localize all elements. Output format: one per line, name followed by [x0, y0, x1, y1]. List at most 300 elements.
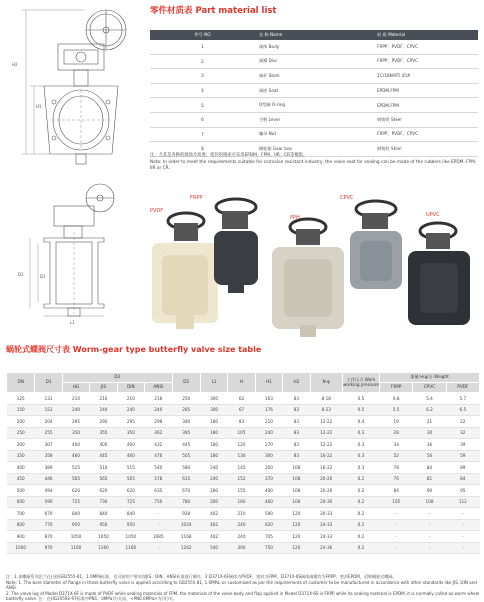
size-cell: 840	[90, 508, 117, 520]
size-row	[7, 485, 480, 497]
size-cell: 1050	[90, 531, 117, 543]
size-col-h1: H1	[255, 373, 282, 393]
size-cell: 295	[117, 416, 144, 428]
size-cell: 565	[90, 473, 117, 485]
size-cell: 120	[283, 519, 310, 531]
size-cell: 540	[200, 542, 227, 554]
size-cell: 460	[62, 450, 89, 462]
size-cell: 250	[172, 393, 200, 405]
size-cell: 402	[200, 508, 227, 520]
size-cell: 300	[200, 404, 227, 416]
part-no: 5	[150, 98, 255, 113]
size-cell: -	[413, 508, 446, 520]
parts-row	[150, 54, 478, 69]
size-cell: 6.2	[413, 404, 446, 416]
parts-body	[150, 40, 478, 156]
size-cell: 300	[200, 393, 227, 405]
size-cell: -	[446, 508, 479, 520]
size-cell: 24-33	[310, 531, 342, 543]
dim-h1: H1	[36, 104, 42, 109]
size-cell: -	[145, 542, 172, 554]
size-cell: 210	[255, 416, 282, 428]
part-material: FRPP、PVDF、CPVC	[373, 127, 478, 142]
size-cell: 260	[200, 496, 227, 508]
size-cell: 476	[145, 450, 172, 462]
size-cell: 600	[7, 496, 35, 508]
size-cell: 350	[7, 450, 35, 462]
size-cell: 21	[413, 416, 446, 428]
size-cell: 1160	[90, 542, 117, 554]
parts-note-cn: 注：尤其是各种的腐蚀介质要，密封的阀座可采用EPDM、FPM、IIR、CR等橡胶。	[150, 153, 308, 158]
part-material: FRPP、PVDF、CPVC	[373, 40, 478, 54]
size-cell: -	[145, 519, 172, 531]
size-cell: 20-26	[310, 485, 342, 497]
size-cell: 108	[283, 496, 310, 508]
size-cell: 389	[35, 462, 62, 474]
label-pvdf: PVDF	[150, 208, 164, 214]
size-cell: 358	[35, 450, 62, 462]
size-cell: 450	[7, 473, 35, 485]
size-cell: 432	[145, 439, 172, 451]
size-cell: 362	[145, 427, 172, 439]
size-cell: 160	[228, 496, 255, 508]
size-cell: 240	[228, 519, 255, 531]
size-title: 蜗轮式蝶阀尺寸表 Worm-gear type butterfly valve size table	[6, 345, 262, 354]
size-cell: -	[380, 508, 413, 520]
size-cell: 131	[35, 393, 62, 405]
size-cell: 83	[283, 393, 310, 405]
size-cell: 620	[117, 485, 144, 497]
size-cell: 298	[145, 416, 172, 428]
size-cell: -	[446, 542, 479, 554]
size-cell: 0.4	[342, 416, 379, 428]
valve-side-drawing	[4, 4, 144, 184]
size-cell: 705	[255, 531, 282, 543]
size-cell: 300	[7, 439, 35, 451]
size-col-wp: 工作压力 Work working pressure	[342, 373, 379, 393]
dim-d1: D1	[40, 274, 46, 279]
size-cell: 300	[228, 542, 255, 554]
size-cell: 670	[35, 508, 62, 520]
size-cell: 153	[35, 404, 62, 416]
size-col-d3: D3	[62, 373, 172, 383]
size-cell: 578	[145, 473, 172, 485]
size-cell: 307	[35, 439, 62, 451]
size-col-d3-hg: HG	[62, 383, 89, 393]
size-cell: 590	[35, 496, 62, 508]
size-cell: 155	[228, 485, 255, 497]
size-cell: 210	[62, 393, 89, 405]
valve-cpvc	[350, 201, 402, 289]
size-cell: 515	[117, 462, 144, 474]
size-row	[7, 508, 480, 520]
parts-col-name: 名 称 Name	[255, 30, 373, 40]
size-col-weight-pvdf: PVDF	[446, 383, 479, 393]
size-cell: 150	[7, 404, 35, 416]
size-cell: 350	[62, 427, 89, 439]
size-cell: 250	[7, 427, 35, 439]
size-col-d3-jis: JIS	[90, 383, 117, 393]
part-no: 3	[150, 69, 255, 84]
size-cell: 204	[35, 416, 62, 428]
size-cell: 81	[413, 473, 446, 485]
size-cell: 400	[117, 439, 144, 451]
size-cell: 928	[172, 508, 200, 520]
size-cell: 34	[380, 439, 413, 451]
size-cell: 176	[255, 404, 282, 416]
size-cell: 370	[255, 473, 282, 485]
size-cell: 20-30	[310, 496, 342, 508]
size-cell: 89	[446, 462, 479, 474]
size-cell: 180	[200, 450, 227, 462]
size-cell: 260	[200, 485, 227, 497]
size-cell: 36	[413, 439, 446, 451]
size-cell: 460	[255, 496, 282, 508]
size-row	[7, 542, 480, 554]
size-cell: 1050	[117, 531, 144, 543]
size-cell: 240	[228, 531, 255, 543]
size-cell: 32	[446, 427, 479, 439]
size-cell: 105	[380, 496, 413, 508]
size-cell: 163	[255, 393, 282, 405]
size-cell: 1160	[62, 542, 89, 554]
size-cell: 120	[283, 508, 310, 520]
size-cell: 16-22	[310, 462, 342, 474]
size-cell: 565	[117, 473, 144, 485]
label-upvc: UPVC	[426, 212, 440, 218]
size-cell: 6.5	[446, 404, 479, 416]
size-col-dn: DN	[7, 373, 35, 393]
dim-h2: H2	[12, 62, 18, 67]
size-cell: 402	[200, 531, 227, 543]
size-cell: 1262	[172, 542, 200, 554]
size-cell: 540	[145, 462, 172, 474]
dim-l1: L1	[70, 320, 75, 325]
size-cell: 400	[255, 485, 282, 497]
size-note-en-1: Note: 1. The bore diameter of flange in these butterfly valve is applied according to GB2555-81, 1.0MPa, or customized as per the requirements of customer to be manufactured in accordance with other standards like JIS, DIN and ANSI.	[6, 579, 477, 591]
size-cell: 1024	[172, 519, 200, 531]
size-cell: 24-33	[310, 519, 342, 531]
size-cell: 750	[145, 496, 172, 508]
size-cell: 950	[117, 519, 144, 531]
size-cell: 500	[7, 485, 35, 497]
size-cell: 445	[172, 439, 200, 451]
size-cell: 402	[200, 519, 227, 531]
size-cell: 56	[413, 450, 446, 462]
size-notes	[6, 574, 480, 602]
size-cell: 78	[380, 462, 413, 474]
parts-col-no: 件号 NO	[150, 30, 255, 40]
size-cell: 52	[380, 450, 413, 462]
size-cell: 240	[145, 404, 172, 416]
size-cell: 20-33	[310, 508, 342, 520]
size-cell: 120	[283, 531, 310, 543]
size-col-h2: H2	[283, 373, 310, 393]
size-cell: 210	[228, 508, 255, 520]
size-col-n: N-φ	[310, 373, 342, 393]
size-cell: 105	[228, 427, 255, 439]
size-cell: 950	[62, 519, 89, 531]
size-cell: -	[446, 519, 479, 531]
size-cell: -	[380, 531, 413, 543]
size-cell: 395	[172, 427, 200, 439]
size-cell: 22	[446, 416, 479, 428]
part-name: 阀杆 Stem	[255, 69, 373, 84]
dim-d2: D2	[18, 272, 24, 277]
part-no: 2	[150, 54, 255, 69]
size-cell: 12-22	[310, 439, 342, 451]
size-cell: 83	[283, 416, 310, 428]
size-cell: 510	[90, 462, 117, 474]
size-cell: 125	[7, 393, 35, 405]
size-cell: 494	[35, 485, 62, 497]
size-cell: 240	[117, 404, 144, 416]
size-cell: 5.7	[446, 393, 479, 405]
size-cell: 19	[380, 416, 413, 428]
parts-row	[150, 69, 478, 84]
size-col-l1: L1	[200, 373, 227, 393]
part-material: EPDM,FPM	[373, 83, 478, 98]
size-cell: 90	[413, 485, 446, 497]
size-cell: 590	[255, 508, 282, 520]
size-col-weight: 重量>kg/台 Weight	[380, 373, 480, 383]
size-cell: 83	[283, 450, 310, 462]
size-col-d2: D2	[172, 373, 200, 393]
size-cell: 565	[62, 473, 89, 485]
size-cell: 240	[200, 473, 227, 485]
size-cell: 1168	[172, 531, 200, 543]
size-cell: 210	[90, 393, 117, 405]
size-cell: 12-22	[310, 427, 342, 439]
part-material: FRPP、PVDF、CPVC	[373, 54, 478, 69]
size-row	[7, 473, 480, 485]
size-cell: 670	[172, 485, 200, 497]
size-row	[7, 416, 480, 428]
size-col-d3-din: DIN	[117, 383, 144, 393]
size-cell: -	[145, 508, 172, 520]
size-cell: -	[413, 519, 446, 531]
size-cell: 255	[35, 427, 62, 439]
parts-title: 零件材质表 Part material list	[150, 6, 277, 16]
size-cell: 20-26	[310, 473, 342, 485]
parts-header-row	[150, 30, 478, 40]
size-cell: 730	[90, 496, 117, 508]
size-cell: 635	[145, 485, 172, 497]
parts-row	[150, 83, 478, 98]
part-material: 1Cr18Ni9Ti 45#	[373, 69, 478, 84]
size-cell: 970	[35, 542, 62, 554]
size-cell: 152	[228, 473, 255, 485]
size-cell: 870	[35, 531, 62, 543]
part-no: 1	[150, 40, 255, 54]
size-cell: 108	[413, 496, 446, 508]
size-cell: 240	[200, 462, 227, 474]
size-cell: 725	[117, 496, 144, 508]
size-cell: 1050	[62, 531, 89, 543]
size-cell: 0.5	[342, 393, 379, 405]
size-cell: 5.4	[413, 393, 446, 405]
size-cell: 83	[283, 404, 310, 416]
size-cell: 8-23	[310, 404, 342, 416]
size-cell: 216	[145, 393, 172, 405]
part-name: 阀体 Body	[255, 40, 373, 54]
part-name: 阀座 Seat	[255, 83, 373, 98]
parts-col-material: 材 质 Material	[373, 30, 478, 40]
parts-note	[150, 153, 480, 173]
size-cell: 8-18	[310, 393, 342, 405]
size-cell: 0.2	[342, 519, 379, 531]
size-cell: 750	[255, 542, 282, 554]
size-cell: 0.2	[342, 496, 379, 508]
size-cell: 350	[117, 427, 144, 439]
size-cell: 840	[62, 508, 89, 520]
size-cell: 350	[255, 462, 282, 474]
size-cell: 180	[200, 416, 227, 428]
size-row	[7, 404, 480, 416]
part-no: 6	[150, 112, 255, 127]
size-cell: 39	[446, 439, 479, 451]
part-name: 螺母 Nut	[255, 127, 373, 142]
size-cell: -	[380, 519, 413, 531]
part-material: 钢铸铁 Steel	[373, 142, 478, 157]
size-cell: 83	[283, 427, 310, 439]
part-material: 钢铸铁 Steel	[373, 112, 478, 127]
size-cell: 62	[228, 393, 255, 405]
size-cell: 210	[117, 393, 144, 405]
size-cell: 0.2	[342, 531, 379, 543]
valve-frpp	[214, 199, 258, 293]
size-cell: 0.3	[342, 462, 379, 474]
size-cell: 460	[117, 450, 144, 462]
valve-pph	[272, 219, 344, 337]
label-frpp: FRPP	[190, 195, 203, 201]
size-note-en-2: 2. The valve lug of Model D371X-6F is made of PVDF while sealing materials of FPM, the materials of the valve body and flap applied in Model D371X-6S is FRPP while its sealing material is EPDM, it is normally called as worm wheel butterfly valve. 注：在HG20592-97标准中PN1、0MPa)为关闭、<PN6.0MPa>为(开)关。	[6, 590, 480, 602]
size-col-weight-frpp: FRPP	[380, 383, 413, 393]
size-row	[7, 462, 480, 474]
size-cell: 780	[172, 496, 200, 508]
size-cell: 620	[255, 519, 282, 531]
parts-table	[150, 30, 478, 157]
size-col-h: H	[228, 373, 255, 393]
size-cell: 83	[228, 416, 255, 428]
size-row	[7, 439, 480, 451]
size-cell: 0.2	[342, 542, 379, 554]
size-cell: 446	[35, 473, 62, 485]
size-cell: 0.3	[342, 439, 379, 451]
size-cell: 950	[90, 519, 117, 531]
size-cell: 83	[283, 439, 310, 451]
size-cell: 580	[172, 462, 200, 474]
size-row	[7, 496, 480, 508]
size-cell: 180	[200, 439, 227, 451]
size-cell: 67	[228, 404, 255, 416]
size-cell: 24-36	[310, 542, 342, 554]
size-cell: 700	[7, 508, 35, 520]
size-cell: 12-22	[310, 416, 342, 428]
size-cell: 0.2	[342, 485, 379, 497]
size-cell: 4.8	[380, 393, 413, 405]
size-col-d1: D1	[35, 373, 62, 393]
size-cell: 84	[413, 462, 446, 474]
size-cell: 108	[283, 485, 310, 497]
valve-pvdf	[152, 213, 218, 329]
size-cell: 340	[172, 416, 200, 428]
size-cell: 725	[62, 496, 89, 508]
parts-row	[150, 98, 478, 113]
size-cell: 240	[62, 404, 89, 416]
size-header-row-1	[7, 373, 480, 383]
part-no: 7	[150, 127, 255, 142]
size-cell: -	[413, 542, 446, 554]
part-name: O型圈 O-ring	[255, 98, 373, 113]
size-cell: 16-22	[310, 450, 342, 462]
size-cell: 76	[380, 473, 413, 485]
size-cell: 59	[446, 450, 479, 462]
size-cell: 30	[413, 427, 446, 439]
parts-note-en: Note: In order to meet the requirements suitable for corrosion resistant industry, the valve seat for sealing can be made of the rubbers like EPDM, FPM, IIR or CR.	[150, 159, 477, 172]
size-cell: 120	[228, 439, 255, 451]
size-cell: 400	[62, 439, 89, 451]
size-cell: 840	[117, 508, 144, 520]
size-table	[6, 372, 480, 554]
size-cell: 355	[90, 427, 117, 439]
size-cell: 240	[90, 404, 117, 416]
size-cell: 180	[200, 427, 227, 439]
parts-row	[150, 40, 478, 54]
size-note-cn: 注：1.本蝶阀系列法兰孔径按GB2555-81，1.0MPa标准，也可按用户要求按JIS、DIN、ANSI标准进行制作。2.D371X-6F阀体为PVDF，密封为FPM，D371X-6S阀体阀瓣均为FRPP，密封EPDM，适称蜗轮式蝶阀。	[6, 574, 397, 579]
size-cell: 900	[7, 531, 35, 543]
size-row	[7, 519, 480, 531]
size-cell: 200	[7, 416, 35, 428]
size-cell: 28	[380, 427, 413, 439]
size-cell: -	[380, 542, 413, 554]
parts-row	[150, 112, 478, 127]
product-photos	[140, 185, 480, 345]
size-cell: 615	[172, 473, 200, 485]
size-cell: 285	[172, 404, 200, 416]
size-cell: 112	[446, 496, 479, 508]
size-cell: 0.3	[342, 427, 379, 439]
size-cell: 295	[62, 416, 89, 428]
size-cell: 445	[90, 450, 117, 462]
size-row	[7, 531, 480, 543]
size-cell: 400	[90, 439, 117, 451]
size-cell: 620	[90, 485, 117, 497]
size-cell: 0.3	[342, 450, 379, 462]
part-no: 8	[150, 142, 255, 157]
size-cell: 108	[283, 462, 310, 474]
size-cell: 1085	[145, 531, 172, 543]
size-cell: 84	[446, 473, 479, 485]
size-cell: 515	[62, 462, 89, 474]
size-cell: 270	[255, 439, 282, 451]
size-row	[7, 393, 480, 405]
size-col-weight-cpvc: CPVC	[413, 383, 446, 393]
size-row	[7, 427, 480, 439]
size-row	[7, 450, 480, 462]
size-cell: -	[413, 531, 446, 543]
part-name: 手柄 Lever	[255, 112, 373, 127]
size-cell: 1160	[117, 542, 144, 554]
label-pph: PPH	[290, 215, 300, 221]
size-cell: 505	[172, 450, 200, 462]
size-cell: 800	[7, 519, 35, 531]
size-cell: 0.2	[342, 508, 379, 520]
size-cell: 95	[446, 485, 479, 497]
part-name: 阀瓣 Disc	[255, 54, 373, 69]
parts-row	[150, 127, 478, 142]
size-cell: 0.2	[342, 473, 379, 485]
